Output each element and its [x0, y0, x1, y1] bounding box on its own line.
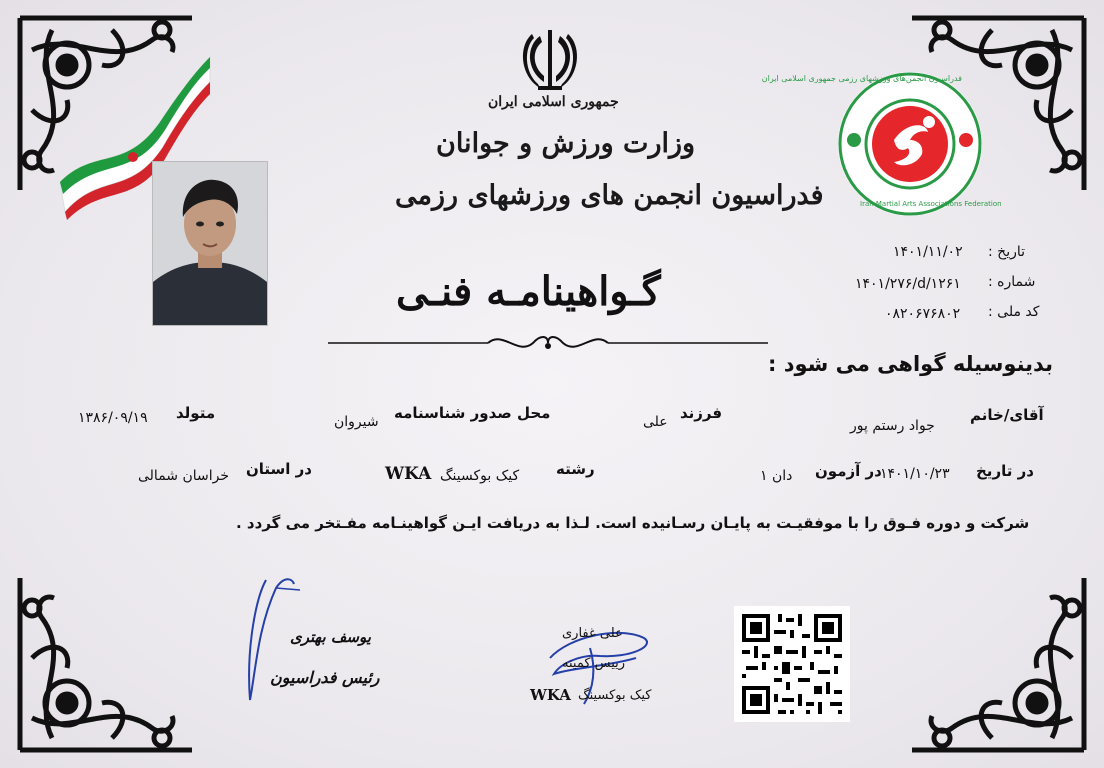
corner-ornament-bottom-right [902, 568, 1092, 758]
federation-logo [761, 70, 1002, 218]
left-signer-title: رئیس فدراسیون [270, 668, 380, 687]
federation-logo-icon [761, 70, 1002, 218]
date-label: تاریخ : [988, 244, 1026, 260]
holder-photo [152, 161, 268, 326]
middle-signer-name: علی غفاری [562, 626, 623, 641]
ministry-name: وزارت ورزش و جوانان [436, 128, 696, 159]
field-value-latin: WKA [385, 464, 432, 484]
name-value: جواد رستم پور [850, 418, 935, 434]
certificate-title: گـواهینامـه فنـی [396, 268, 661, 315]
qr-code[interactable] [734, 606, 850, 722]
born-value: ۱۳۸۶/۰۹/۱۹ [78, 410, 148, 426]
person-photo-icon [153, 162, 267, 325]
field-label: رشته [556, 460, 595, 478]
name-label: آقای/خانم [970, 406, 1044, 424]
closing-text: شرکت و دوره فـوق را با موفقیـت به پایـان رسـانیده است. لـذا به دریافت ایـن گواهینـامه مفـتخر می گردد . [236, 514, 1030, 532]
logo-circle-text-bottom: Iran Martial Arts Associations Federation [860, 200, 1002, 208]
qr-code-icon [734, 606, 850, 722]
birthplace-value: شیروان [334, 414, 379, 430]
exam-date-value: ۱۴۰۱/۱۰/۲۳ [880, 466, 950, 482]
left-signer-name: یوسف بهتری [290, 628, 371, 646]
exam-label: در آزمون [815, 462, 882, 480]
national-code-value: ۰۸۲۰۶۷۶۸۰۲ [885, 306, 961, 322]
federation-name: فدراسیون انجمن های ورزشهای رزمی [395, 180, 824, 211]
middle-signer-field-latin: WKA [530, 686, 571, 704]
divider-ornament [328, 330, 768, 356]
field-value: کیک بوکسینگ [440, 468, 520, 484]
corner-ornament-bottom-left [12, 568, 202, 758]
number-value: ۱۴۰۱/۲۷۶/d/۱۲۶۱ [855, 276, 961, 292]
father-label: فرزند [680, 404, 723, 422]
national-code-label: کد ملی : [988, 304, 1040, 320]
province-value: خراسان شمالی [138, 468, 230, 484]
birthplace-label: محل صدور شناسنامه [394, 404, 551, 422]
exam-value: دان ۱ [760, 468, 793, 484]
province-label: در استان [246, 460, 313, 478]
date-value: ۱۴۰۱/۱۱/۰۲ [893, 244, 963, 260]
father-value: علی [643, 414, 668, 430]
republic-name: جمهوری اسلامی ایران [488, 94, 619, 110]
exam-date-label: در تاریخ [976, 462, 1034, 480]
middle-signer-field: کیک بوکسینگ [578, 688, 652, 703]
national-emblem-icon [518, 26, 582, 92]
middle-signer-title: رییس کمیته [562, 656, 626, 671]
born-label: متولد [176, 404, 216, 422]
number-label: شماره : [988, 274, 1036, 290]
intro-text: بدینوسیله گواهی می شود : [768, 352, 1054, 376]
logo-circle-text-top: فدراسیون انجمن‌های ورزشهای رزمی جمهوری اسلامی ایران [761, 74, 962, 83]
